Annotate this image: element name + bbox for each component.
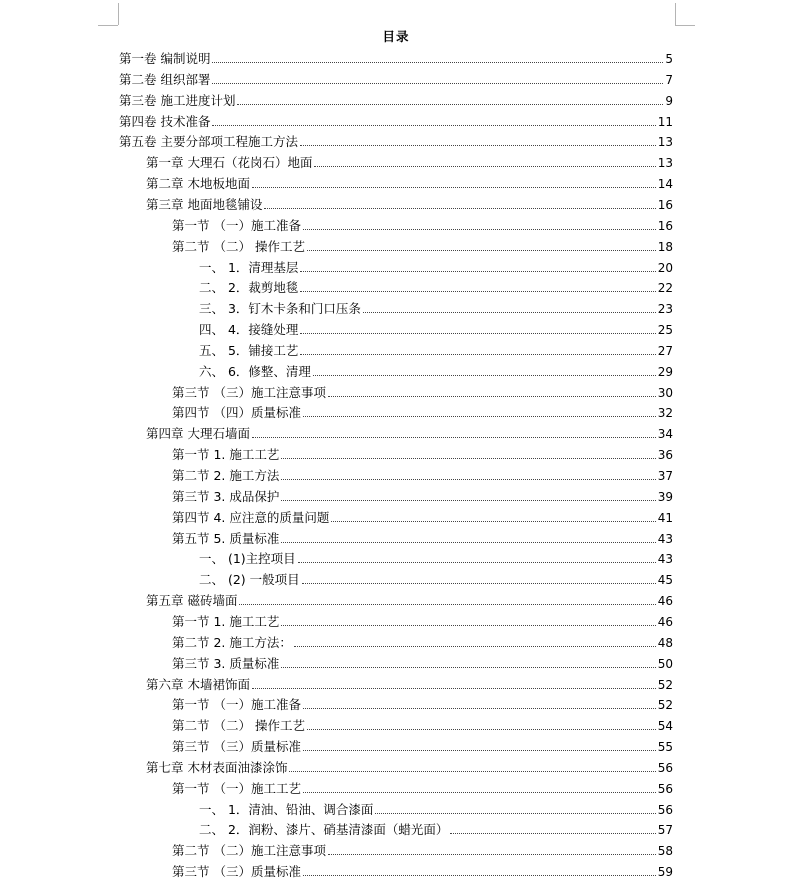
toc-entry-text: 第一节 （一）施工准备: [172, 697, 301, 713]
toc-page-number: 59: [657, 865, 673, 880]
toc-leader-dots: [328, 854, 656, 855]
toc-leader-dots: [289, 771, 655, 772]
toc-page-number: 34: [657, 427, 673, 442]
toc-entry-text: 第二节 2. 施工方法：: [172, 634, 292, 650]
toc-entry[interactable]: [172, 464, 673, 484]
toc-page-number: 22: [657, 281, 673, 296]
toc-entry[interactable]: [199, 256, 673, 276]
toc-leader-dots: [300, 333, 655, 334]
toc-page-number: 48: [657, 635, 673, 650]
toc-entry-text: 一、 (1)主控项目: [199, 551, 296, 567]
toc-entry[interactable]: [172, 777, 673, 797]
toc-leader-dots: [264, 208, 655, 209]
toc-page-number: 16: [657, 218, 673, 233]
toc-entry[interactable]: [172, 735, 673, 755]
toc-entry-text: 第三卷 施工进度计划: [119, 92, 236, 108]
toc-entry[interactable]: [172, 714, 673, 734]
toc-entry[interactable]: [172, 485, 673, 505]
toc-entry[interactable]: [146, 172, 673, 192]
toc-page-number: 55: [657, 740, 673, 755]
toc-leader-dots: [281, 625, 655, 626]
toc-entry-text: 第一章 大理石（花岗石）地面: [146, 155, 313, 171]
toc-entry[interactable]: [172, 214, 673, 234]
toc-entry[interactable]: [119, 89, 673, 109]
toc-page-number: 58: [657, 844, 673, 859]
toc-leader-dots: [303, 708, 656, 709]
toc-page-number: 41: [657, 510, 673, 525]
toc-leader-dots: [300, 354, 655, 355]
toc-page-number: 16: [657, 197, 673, 212]
toc-leader-dots: [281, 458, 655, 459]
toc-page-number: 9: [665, 93, 673, 108]
toc-entry-text: 第一卷 编制说明: [119, 51, 211, 66]
toc-entry-text: 二、 2．润粉、漆片、硝基清漆面（蜡光面）: [199, 822, 449, 838]
toc-page-number: 56: [657, 781, 673, 796]
toc-entry-text: 第四卷 技术准备: [119, 113, 211, 129]
toc-leader-dots: [298, 562, 656, 563]
toc-entry-text: 第三节 3. 成品保护: [172, 488, 280, 504]
toc-entry[interactable]: [172, 860, 673, 880]
toc-entry-text: 第二节 （二） 操作工艺: [172, 238, 305, 254]
toc-entry[interactable]: [172, 235, 673, 255]
toc-entry-text: 第三节 （三）质量标准: [172, 739, 301, 755]
toc-entry-text: 第二节 （二）施工注意事项: [172, 843, 326, 859]
toc-page-number: 36: [657, 448, 673, 463]
toc-entry-text: 第五章 磁砖墙面: [146, 593, 238, 609]
toc-entry[interactable]: [119, 68, 673, 88]
toc-entry[interactable]: [146, 673, 673, 693]
toc-entry-text: 第四节 4. 应注意的质量问题: [172, 509, 330, 525]
toc-entry[interactable]: [119, 47, 673, 67]
toc-entry[interactable]: [172, 527, 673, 547]
toc-page-number: 20: [657, 260, 673, 275]
toc-leader-dots: [300, 145, 656, 146]
toc-entry-text: 五、 5．铺接工艺: [199, 342, 299, 358]
toc-entry-text: 第三节 3. 质量标准: [172, 655, 280, 671]
toc-leader-dots: [252, 688, 656, 689]
toc-entry[interactable]: [199, 318, 673, 338]
toc-page-number: 57: [657, 823, 673, 838]
toc-leader-dots: [281, 479, 655, 480]
toc-entry[interactable]: [119, 110, 673, 130]
toc-title: 目录: [382, 29, 410, 44]
toc-entry[interactable]: [172, 610, 673, 630]
toc-leader-dots: [294, 646, 656, 647]
toc-page-number: 56: [657, 802, 673, 817]
toc-page-number: 32: [657, 406, 673, 421]
toc-leader-dots: [252, 187, 656, 188]
toc-page-number: 45: [657, 573, 673, 588]
toc-leader-dots: [363, 312, 656, 313]
toc-entry[interactable]: [146, 151, 673, 171]
toc-page-number: 50: [657, 656, 673, 671]
toc-entry[interactable]: [199, 276, 673, 296]
toc-page-number: 46: [657, 614, 673, 629]
toc-entry[interactable]: [199, 360, 673, 380]
toc-leader-dots: [303, 792, 656, 793]
toc-leader-dots: [281, 542, 655, 543]
toc-entry-text: 三、 3．钉木卡条和门口压条: [199, 301, 361, 317]
toc-entry[interactable]: [172, 443, 673, 463]
toc-leader-dots: [212, 62, 663, 63]
toc-page-number: 13: [657, 156, 673, 171]
toc-entry[interactable]: [199, 297, 673, 317]
toc-entry-text: 第二卷 组织部署: [119, 71, 211, 87]
toc-page-number: 43: [657, 552, 673, 567]
toc-leader-dots: [331, 521, 655, 522]
toc-entry[interactable]: [199, 547, 673, 567]
toc-leader-dots: [314, 166, 655, 167]
toc-leader-dots: [252, 437, 656, 438]
toc-page-number: 18: [657, 239, 673, 254]
toc-entry-text: 第二节 （二） 操作工艺: [172, 718, 305, 734]
toc-entry-text: 第二节 2. 施工方法: [172, 468, 280, 483]
toc-entry-text: 二、 (2) 一般项目: [199, 572, 300, 588]
toc-page-number: 52: [657, 677, 673, 692]
toc-page-number: 39: [657, 489, 673, 504]
toc-leader-dots: [237, 104, 663, 105]
toc-entry-text: 第五节 5. 质量标准: [172, 530, 280, 546]
toc-entry-text: 六、 6．修整、清理: [199, 363, 311, 379]
toc-entry[interactable]: [199, 798, 673, 818]
toc-entry-text: 一、 1．清油、铅油、调合漆面: [199, 801, 374, 817]
toc-entry[interactable]: [172, 506, 673, 526]
toc-entry-text: 第四节 （四）质量标准: [172, 405, 301, 421]
toc-entry-text: 第三节 （三）施工注意事项: [172, 384, 326, 400]
toc-leader-dots: [281, 667, 655, 668]
toc-leader-dots: [302, 583, 656, 584]
toc-leader-dots: [307, 250, 656, 251]
toc-leader-dots: [303, 750, 656, 751]
toc-leader-dots: [303, 875, 656, 876]
toc-entry[interactable]: [172, 401, 673, 421]
toc-leader-dots: [212, 125, 655, 126]
toc-leader-dots: [300, 291, 655, 292]
toc-page-number: 52: [657, 698, 673, 713]
toc-leader-dots: [375, 813, 655, 814]
toc-leader-dots: [212, 83, 663, 84]
toc-entry[interactable]: [199, 339, 673, 359]
toc-entry[interactable]: [199, 818, 673, 838]
toc-entry[interactable]: [172, 652, 673, 672]
toc-page-number: 27: [657, 343, 673, 358]
toc-entry[interactable]: [172, 631, 673, 651]
toc-entry-text: 第七章 木材表面油漆涂饰: [146, 759, 288, 775]
toc-leader-dots: [328, 396, 656, 397]
toc-entry-text: 第六章 木墙裙饰面: [146, 676, 250, 692]
toc-page-number: 43: [657, 531, 673, 546]
toc-page-number: 7: [665, 72, 673, 87]
toc-entry[interactable]: [119, 130, 673, 150]
toc-page-number: 11: [657, 114, 673, 129]
toc-entry-text: 第三节 （三）质量标准: [172, 864, 301, 880]
toc-entry-text: 第一节 （一）施工准备: [172, 217, 301, 233]
toc-leader-dots: [281, 500, 655, 501]
toc-entry[interactable]: [146, 193, 673, 213]
toc-entry-text: 第三章 地面地毯铺设: [146, 196, 263, 212]
toc-entry-text: 二、 2．裁剪地毯: [199, 280, 299, 296]
toc-page-number: 29: [657, 364, 673, 379]
toc-leader-dots: [303, 229, 656, 230]
toc-leader-dots: [303, 416, 656, 417]
toc-page-number: 37: [657, 469, 673, 483]
toc-entry[interactable]: [146, 756, 673, 776]
toc-page-number: 5: [665, 52, 673, 66]
toc-entry[interactable]: [172, 839, 673, 859]
toc-leader-dots: [313, 375, 656, 376]
toc-entry[interactable]: [172, 693, 673, 713]
toc-page-number: 14: [657, 177, 673, 192]
toc-page-number: 56: [657, 760, 673, 775]
toc-entry-text: 一、 1．清理基层: [199, 259, 299, 275]
toc-leader-dots: [450, 833, 655, 834]
toc-entry-text: 第二章 木地板地面: [146, 176, 250, 192]
toc-entry-text: 第四章 大理石墙面: [146, 426, 250, 442]
toc-page-number: 23: [657, 302, 673, 317]
toc-entry-text: 第一节 1. 施工工艺: [172, 613, 280, 629]
toc-leader-dots: [239, 604, 655, 605]
toc-entry-text: 第五卷 主要分部项工程施工方法: [119, 134, 298, 150]
toc-page-number: 13: [657, 135, 673, 150]
toc-entry[interactable]: [146, 589, 673, 609]
toc-entry[interactable]: [172, 381, 673, 401]
toc-entry-text: 第一节 （一）施工工艺: [172, 780, 301, 796]
toc-page-number: 54: [657, 719, 673, 734]
toc-entry[interactable]: [146, 422, 673, 442]
toc-entry-text: 第一节 1. 施工工艺: [172, 447, 280, 463]
toc-page-number: 25: [657, 323, 673, 338]
toc-entry[interactable]: [199, 568, 673, 588]
toc-leader-dots: [307, 729, 656, 730]
toc-entry-text: 四、 4．接缝处理: [199, 322, 299, 338]
toc-leader-dots: [300, 271, 655, 272]
toc-page-number: 30: [657, 385, 673, 400]
toc-page-number: 46: [657, 594, 673, 609]
